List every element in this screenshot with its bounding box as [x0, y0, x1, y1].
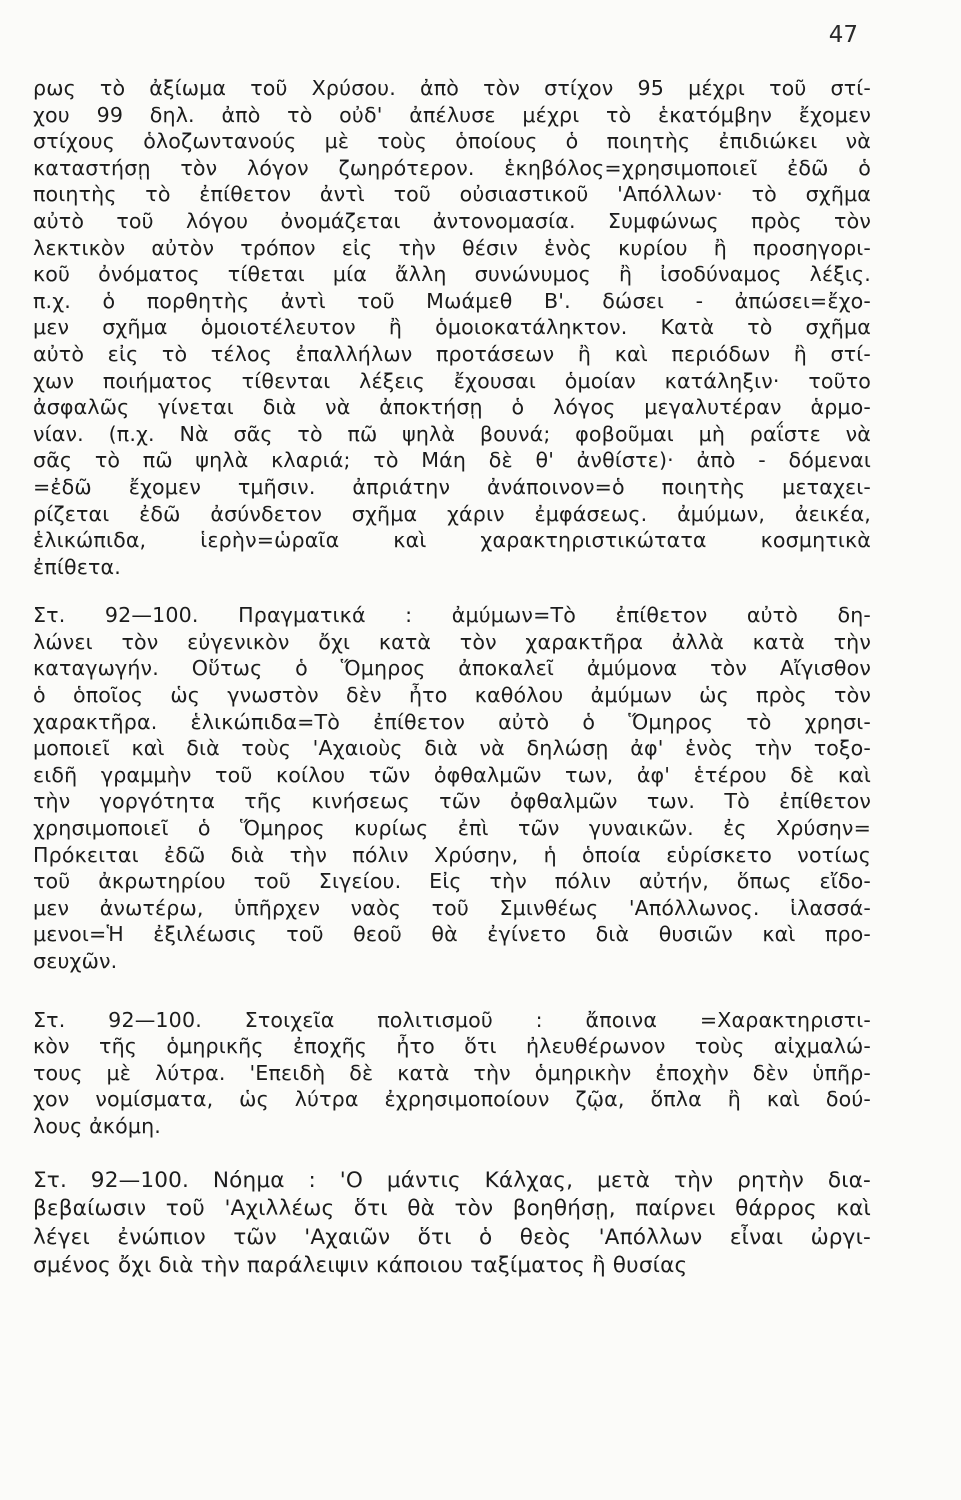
text-line: βεβαίωσιν τοῦ 'Αχιλλέως ὅτι θὰ τὸν βοηθήσῃ, παίρνει θάρρος καὶ [33, 1196, 871, 1222]
text-line: χον νομίσματα, ὡς λύτρα ἐχρησιμοποίουν ζῷα, ὅπλα ἢ καὶ δού- [33, 1087, 871, 1112]
text-line: =ἐδῶ ἔχομεν τμῆσιν. ἀπριάτην ἀνάποινον=ὁ ποιητὴς μεταχει- [33, 474, 871, 499]
text-line: ἑλικώπιδα, ἱερὴν=ὡραῖα καὶ χαρακτηριστικώτατα κοσμητικὰ [33, 528, 871, 553]
text-line: αὐτὸ εἰς τὸ τέλος ἐπαλλήλων προτάσεων ἢ καὶ περιόδων ἢ στί- [33, 341, 871, 366]
text-line: νίαν. (π.χ. Νὰ σᾶς τὸ πῶ ψηλὰ βουνά; φοβοῦμαι μὴ ραΐστε νὰ [33, 421, 871, 446]
text-line: τους μὲ λύτρα. 'Επειδὴ δὲ κατὰ τὴν ὁμηρικὴν ἐποχὴν δὲν ὑπῆρ- [33, 1060, 871, 1085]
text-line: χαρακτῆρα. ἑλικώπιδα=Τὸ ἐπίθετον αὐτὸ ὁ Ὅμηρος τὸ χρησι- [33, 709, 871, 734]
page-number: 47 [828, 22, 858, 48]
text-line: λώνει τὸν εὐγενικὸν ὄχι κατὰ τὸν χαρακτῆρα ἀλλὰ κατὰ τὴν [33, 629, 871, 654]
text-line: κοῦ ὀνόματος τίθεται μία ἄλλη συνώνυμος ἢ ἰσοδύναμος λέξις. [33, 262, 871, 287]
text-line: κὸν τῆς ὁμηρικῆς ἐποχῆς ἦτο ὅτι ἠλευθέρωνον τοὺς αἰχμαλώ- [33, 1034, 871, 1059]
text-line: π.χ. ὁ πορθητὴς ἀντὶ τοῦ Μωάμεθ Β'. δώσει - ἀπώσει=ἔχο- [33, 288, 871, 313]
text-line: Στ. 92—100. Στοιχεῖα πολιτισμοῦ : ἄποινα =Χαρακτηριστι- [33, 1007, 871, 1032]
paragraph-stoixeia-politismou [33, 1007, 871, 1140]
text-line: αὐτὸ τοῦ λόγου ὀνομάζεται ἀντονομασία. Συμφώνως πρὸς τὸν [33, 208, 871, 233]
text-line: χρησιμοποιεῖ ὁ Ὅμηρος κυρίως ἐπὶ τῶν γυναικῶν. ἐς Χρύσην= [33, 816, 871, 841]
text-line: σευχῶν. [33, 949, 118, 973]
text-line: Στ. 92—100. Πραγματικά : ἀμύμων=Τὸ ἐπίθετον αὐτὸ δη- [33, 603, 871, 628]
text-line: ὁ ὁποῖος ὡς γνωστὸν δὲν ἦτο καθόλου ἀμύμων ὡς πρὸς τὸν [33, 683, 871, 708]
text-line: Πρόκειται ἐδῶ διὰ τὴν πόλιν Χρύσην, ἡ ὁποία εὑρίσκετο νοτίως [33, 842, 871, 867]
text-line: σᾶς τὸ πῶ ψηλὰ κλαριά; τὸ Μάη δὲ θ' ἀνθίστε)· ἀπὸ - δόμεναι [33, 448, 871, 473]
paragraph-noima [33, 1167, 871, 1281]
text-line: μοποιεῖ καὶ διὰ τοὺς 'Αχαιοὺς διὰ νὰ δηλώσῃ ἀφ' ἑνὸς τὴν τοξο- [33, 736, 871, 761]
text-line: λους ἀκόμη. [33, 1113, 161, 1138]
text-line: τοῦ ἀκρωτηρίου τοῦ Σιγείου. Εἰς τὴν πόλιν αὐτήν, ὅπως εἴδο- [33, 869, 871, 894]
paragraph-pragmatika [33, 602, 871, 974]
text-line: μεν σχῆμα ὁμοιοτέλευτον ἢ ὁμοιοκατάληκτον. Κατὰ τὸ σχῆμα [33, 315, 871, 340]
text-line: ποιητὴς τὸ ἐπίθετον ἀντὶ τοῦ οὐσιαστικοῦ 'Απόλλων· τὸ σχῆμα [33, 182, 871, 207]
text-line: τὴν γοργότητα τῆς κινήσεως τῶν ὀφθαλμῶν των. Τὸ ἐπίθετον [33, 789, 871, 814]
text-line: ἀσφαλῶς γίνεται διὰ νὰ ἀποκτήσῃ ὁ λόγος μεγαλυτέραν ἁρμο- [33, 395, 871, 420]
text-line: μεν ἀνωτέρω, ὑπῆρχεν ναὸς τοῦ Σμινθέως 'Απόλλωνος. ἱλασσά- [33, 895, 871, 920]
paragraph-commentary [33, 75, 871, 580]
text-line: χων ποιήματος τίθενται λέξεις ἔχουσαι ὁμοίαν κατάληξιν· τοῦτο [33, 368, 871, 393]
text-line: Στ. 92—100. Νόημα : 'Ο μάντις Κάλχας, μετὰ τὴν ρητὴν δια- [33, 1167, 871, 1193]
text-line: ἐπίθετα. [33, 554, 121, 579]
text-line: σμένος ὄχι διὰ τὴν παράλειψιν κάποιου ταξίματος ἢ θυσίας [33, 1253, 688, 1279]
text-line: καταστήσῃ τὸν λόγον ζωηρότερον. ἑκηβόλος=χρησιμοποιεῖ ἐδῶ ὁ [33, 155, 871, 180]
text-line: στίχους ὁλοζωντανούς μὲ τοὺς ὁποίους ὁ ποιητὴς ἐπιδιώκει νὰ [33, 129, 871, 154]
text-line: χου 99 δηλ. ἀπὸ τὸ οὐδ' ἀπέλυσε μέχρι τὸ ἑκατόμβην ἔχομεν [33, 102, 871, 127]
text-line: λεκτικὸν αὐτὸν τρόπον εἰς τὴν θέσιν ἑνὸς κυρίου ἢ προσηγορι- [33, 235, 871, 260]
text-body [33, 75, 871, 1281]
text-line: μενοι=Ἡ ἐξιλέωσις τοῦ θεοῦ θὰ ἐγίνετο διὰ θυσιῶν καὶ προ- [33, 922, 871, 947]
text-line: ρίζεται ἐδῶ ἀσύνδετον σχῆμα χάριν ἐμφάσεως. ἀμύμων, ἀεικέα, [33, 501, 871, 526]
text-line: ειδῆ γραμμὴν τοῦ κοίλου τῶν ὀφθαλμῶν των, ἀφ' ἑτέρου δὲ καὶ [33, 762, 871, 787]
text-line: ρως τὸ ἀξίωμα τοῦ Χρύσου. ἀπὸ τὸν στίχον 95 μέχρι τοῦ στί- [33, 76, 871, 100]
text-line: καταγωγήν. Οὕτως ὁ Ὅμηρος ἀποκαλεῖ ἀμύμονα τὸν Αἴγισθον [33, 656, 871, 681]
text-line: λέγει ἐνώπιον τῶν 'Αχαιῶν ὅτι ὁ θεὸς 'Απόλλων εἶναι ὠργι- [33, 1224, 871, 1250]
